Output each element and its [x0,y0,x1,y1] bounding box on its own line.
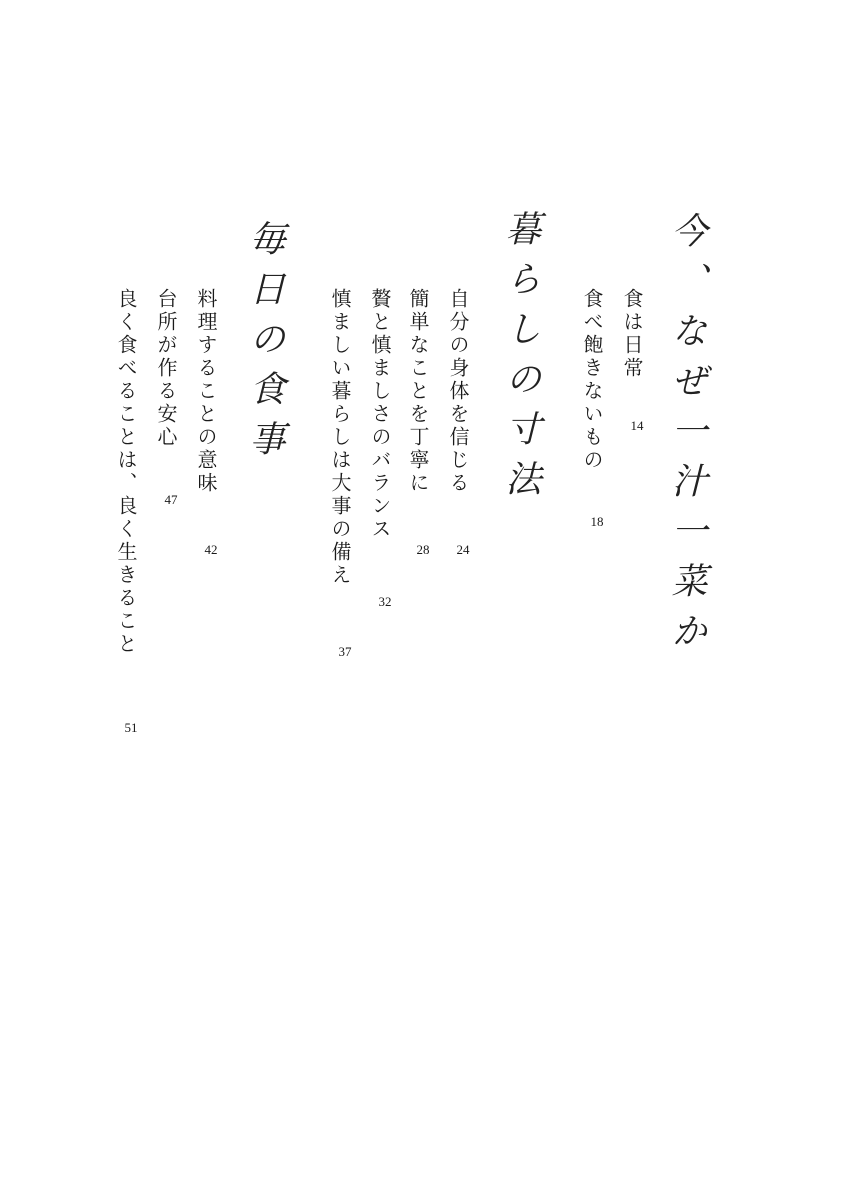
toc-entry [194,288,226,557]
toc-entry-page: 28 [416,542,430,557]
toc-entry-title: 食べ飽きないもの [580,288,604,472]
toc-entry-page: 47 [164,492,178,507]
toc-entry-title: 贅と慎ましさのバランス [368,288,392,541]
toc-entry [620,288,652,433]
toc-entry-page: 37 [338,644,352,659]
toc-entry [114,288,146,735]
toc-entry-page: 24 [456,542,470,557]
toc-entry [446,288,478,557]
toc-entry-title: 慎ましい暮らしは大事の備え [328,288,352,587]
toc-entry-title: 料理することの意味 [194,288,218,495]
section-heading-1: 今、なぜ一汁一菜か [666,212,707,662]
toc-entry-page: 18 [590,514,604,529]
toc-entry-title: 良く食べることは、良く生きること [114,288,138,656]
toc-entry [406,288,438,557]
toc-entry-title: 台所が作る安心 [154,288,178,449]
toc-entry-page: 14 [630,418,644,433]
toc-entry-title: 自分の身体を信じる [446,288,470,495]
toc-entry-title: 簡単なことを丁寧に [406,288,430,495]
toc-entry [328,288,360,659]
toc-entry-page: 42 [204,542,218,557]
toc-entry-title: 食は日常 [620,288,644,380]
toc-entry [580,288,612,529]
toc-entry-page: 32 [378,594,392,609]
toc-entry-page: 51 [124,720,138,735]
toc-entry [154,288,186,507]
section-heading-2: 暮らしの寸法 [500,210,541,510]
section-heading-3: 毎日の食事 [244,220,285,470]
toc-entry [368,288,400,609]
